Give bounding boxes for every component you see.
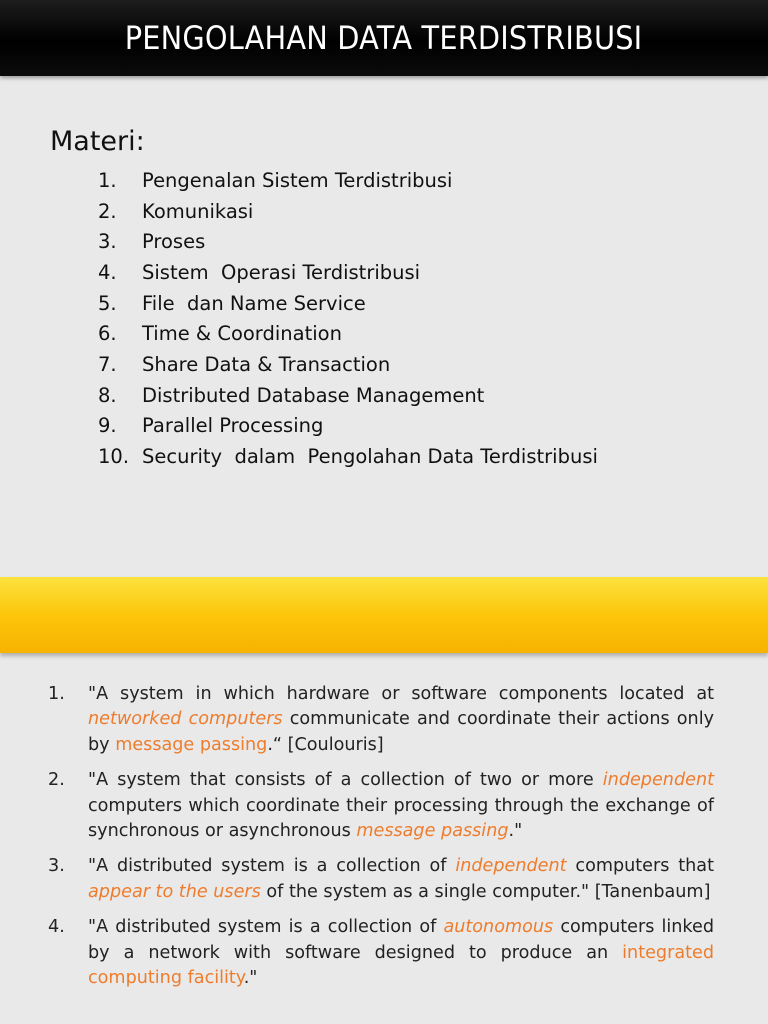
- list-item: [98, 288, 598, 319]
- definition-item: [48, 854, 714, 905]
- list-item: [98, 196, 598, 227]
- title-bar: [0, 0, 768, 76]
- item-text: Security dalam Pengolahan Data Terdistribusi: [142, 445, 598, 469]
- definition-text-part: .": [508, 821, 523, 842]
- definition-text-part: of the system as a single computer." [Tanenbaum]: [260, 881, 711, 902]
- item-text: Parallel Processing: [142, 414, 324, 438]
- definition-text-part: "A system that consists of a collection of two or more: [88, 770, 603, 791]
- item-number: 5.: [98, 291, 117, 315]
- item-number: 9.: [98, 414, 117, 438]
- definition-text-part: "A distributed system is a collection of: [88, 856, 456, 877]
- item-text: File dan Name Service: [142, 291, 366, 315]
- definition-text-part: "A distributed system is a collection of: [88, 917, 444, 938]
- list-item: [98, 380, 598, 411]
- definition-number: 1.: [48, 684, 65, 704]
- item-number: 4.: [98, 260, 117, 284]
- definition-number: 3.: [48, 856, 65, 877]
- highlight-term: message passing: [356, 821, 509, 842]
- definition-text-part: .": [243, 968, 258, 989]
- page-title: PENGOLAHAN DATA TERDISTRIBUSI: [125, 19, 643, 57]
- definition-item: [48, 768, 714, 844]
- item-text: Sistem Operasi Terdistribusi: [142, 260, 421, 284]
- item-number: 6.: [98, 322, 117, 346]
- item-text: Time & Coordination: [142, 322, 342, 346]
- item-text: Proses: [142, 230, 206, 254]
- highlight-term: integrated computing facility: [88, 942, 714, 989]
- item-text: Share Data & Transaction: [142, 352, 391, 376]
- definition-text: [88, 682, 714, 758]
- definitions-list: [48, 682, 714, 1001]
- definition-text-part: "A system in which hardware or software components located at: [88, 684, 714, 704]
- list-item: [98, 441, 598, 472]
- list-item: [98, 257, 598, 288]
- yellow-divider-band: [0, 577, 768, 653]
- item-number: 8.: [98, 383, 117, 407]
- item-number: 3.: [98, 230, 117, 254]
- highlight-term: networked computers: [88, 709, 283, 730]
- definition-text: [88, 854, 714, 905]
- definition-text: [88, 768, 714, 844]
- highlight-term: independent: [455, 856, 567, 877]
- item-number: 1.: [98, 168, 117, 192]
- list-item: [98, 165, 598, 196]
- list-item: [98, 411, 598, 442]
- item-number: 7.: [98, 352, 117, 376]
- highlight-term: message passing: [115, 734, 268, 755]
- definition-text: [88, 915, 714, 991]
- highlight-term: independent: [602, 770, 714, 791]
- item-text: Distributed Database Management: [142, 383, 485, 407]
- list-item: [98, 226, 598, 257]
- highlight-term: autonomous: [443, 917, 554, 938]
- definition-text-part: computers that: [566, 856, 714, 877]
- materi-heading: Materi:: [50, 126, 145, 157]
- list-item: [98, 318, 598, 349]
- definition-text-part: .“ [Coulouris]: [267, 734, 384, 755]
- highlight-term: appear to the users: [88, 881, 261, 902]
- definition-text-part: communicate and coordinate their actions only by: [88, 709, 714, 755]
- definition-text-part: computers which coordinate their processing through the exchange of synchronous or asynchronous: [88, 795, 714, 842]
- definition-item: [48, 682, 714, 758]
- definition-text-part: computers linked by a network with software designed to produce an: [88, 917, 714, 963]
- definition-number: 2.: [48, 770, 65, 791]
- item-text: Komunikasi: [142, 199, 254, 223]
- item-text: Pengenalan Sistem Terdistribusi: [142, 168, 453, 192]
- item-number: 10.: [98, 445, 130, 469]
- definition-item: [48, 915, 714, 991]
- list-item: [98, 349, 598, 380]
- item-number: 2.: [98, 199, 117, 223]
- definition-number: 4.: [48, 917, 65, 938]
- materi-list: [98, 165, 598, 472]
